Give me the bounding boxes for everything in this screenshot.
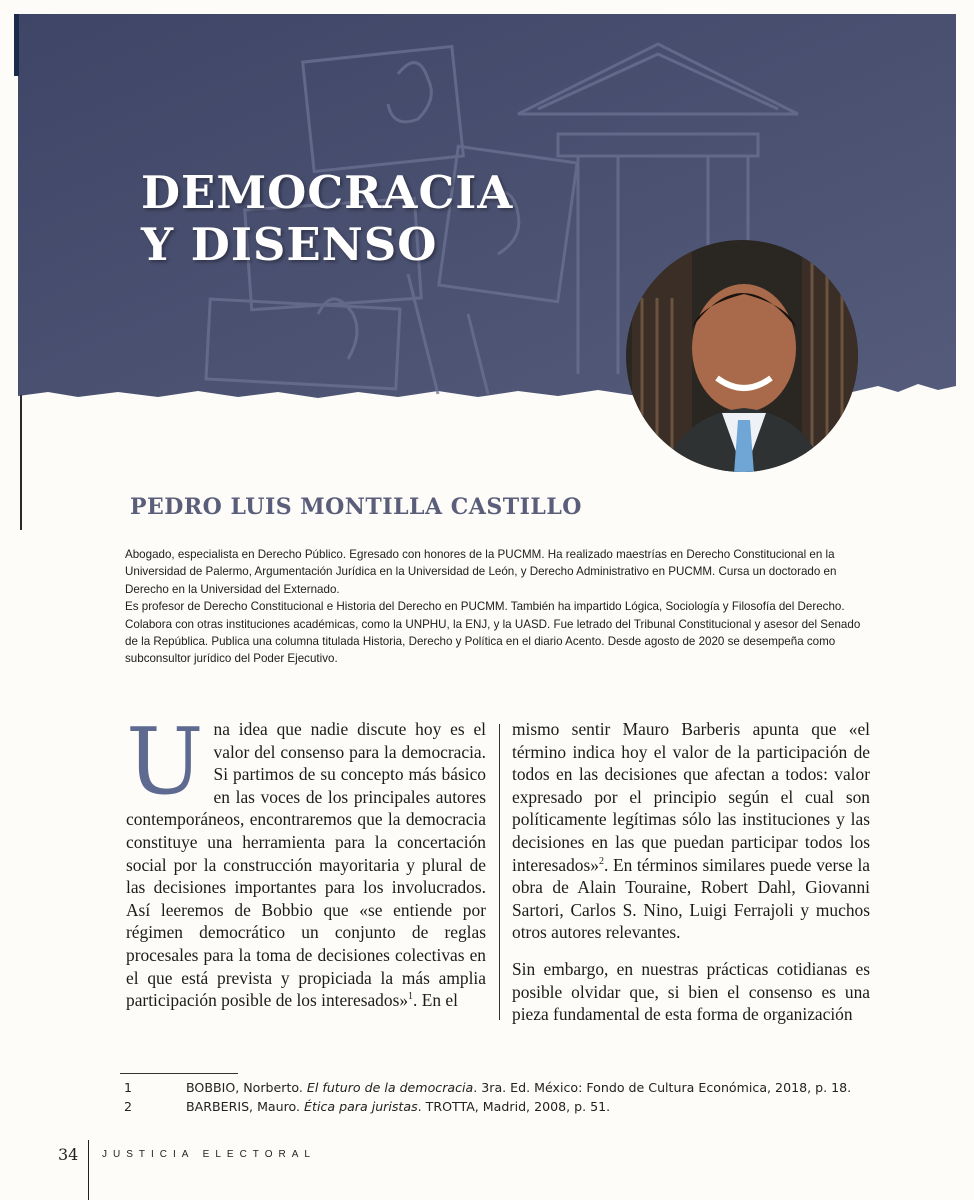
body-column-left <box>126 708 486 1012</box>
footer-rule <box>88 1140 89 1200</box>
footnote-author: BARBERIS, Mauro. <box>186 1099 301 1114</box>
author-portrait <box>622 238 862 474</box>
margin-rule <box>20 395 22 530</box>
footnote-number: 1 <box>124 1080 133 1095</box>
author-bio <box>125 546 871 668</box>
footnote-work: El futuro de la democracia <box>306 1080 474 1095</box>
title-line-1: DEMOCRACIA <box>141 166 514 219</box>
page-number: 34 <box>58 1145 79 1164</box>
footnotes <box>124 1078 884 1116</box>
body-paragraph <box>126 708 486 1012</box>
journal-name: JUSTICIA ELECTORAL <box>102 1149 316 1160</box>
bio-paragraph: Es profesor de Derecho Constitucional e Historia del Derecho en PUCMM. También ha impartido Lógica, Sociología y Filosofía del Derecho. Colabora con otras instituciones académicas, como la UNPHU, la ENJ, y la UASD. Fue letrado del Tribunal Constitucional y asesor del Senado de la República. Publica una columna titulada Historia, Derecho y Política en el diario Acento. Desde agosto de 2020 se desempeña como subconsultor jurídico del Poder Ejecutivo. <box>125 600 861 666</box>
footnote-rule <box>120 1073 238 1074</box>
column-divider <box>499 724 500 1020</box>
body-paragraph <box>512 718 870 944</box>
footnote-rest: . 3ra. Ed. México: Fondo de Cultura Económica, 2018, p. 18. <box>473 1080 852 1095</box>
bio-paragraph: Abogado, especialista en Derecho Público. Egresado con honores de la PUCMM. Ha realizado maestrías en Derecho Constitucional en la Universidad de Palermo, Argumentación Jurídica en la Universidad de León, y Derecho Administrativo en PUCMM. Cursa un doctorado en Derecho en la Universidad del Externado. <box>125 548 837 596</box>
footnote-number: 2 <box>124 1099 133 1114</box>
footnote-author: BOBBIO, Norberto. <box>186 1080 303 1095</box>
footnote-ref: 1 <box>408 991 414 1003</box>
body-text: . En el <box>413 990 458 1011</box>
body-text: na idea que nadie discute hoy es el valor del consenso para la democracia. Si partimos de su concepto más básico en las voces de los principales autores contemporáneos, encontraremos que la democracia constituye una herramienta para la concertación social por la construcción mayoritaria y plural de las decisiones importantes para los involucrados. Así leeremos de Bobbio que «se entiende por régimen democrático un conjunto de reglas procesales para la toma de decisiones colectivas en el que está prevista y propiciada la más amplia participación posible de los interesados» <box>126 719 486 1011</box>
footnote-rest: . TROTTA, Madrid, 2008, p. 51. <box>417 1099 611 1114</box>
footnote-work: Ética para juristas <box>304 1099 418 1114</box>
accent-bar <box>14 14 19 76</box>
article-title <box>141 167 513 271</box>
drop-cap: U <box>126 708 204 815</box>
body-text: . En términos similares puede verse la obra de Alain Touraine, Robert Dahl, Giovanni Sartori, Carlos S. Nino, Luigi Ferrajoli y muchos otros autores relevantes. <box>512 854 870 943</box>
footnote <box>124 1097 884 1116</box>
body-text: mismo sentir Mauro Barberis apunta que «el término indica hoy el valor de la participación de todos en las decisiones que afectan a todos: valor expresado por el principio según el cual son políticamente legítimas sólo las instituciones y las decisiones en las que puedan participar todos los interesados» <box>512 719 870 875</box>
body-paragraph: Sin embargo, en nuestras prácticas cotidianas es posible olvidar que, si bien el consenso es una pieza fundamental de esta forma de organización <box>512 958 870 1025</box>
body-column-right <box>512 718 870 1026</box>
footnote-ref: 2 <box>598 855 604 867</box>
title-line-2: Y DISENSO <box>141 218 438 271</box>
author-name: PEDRO LUIS MONTILLA CASTILLO <box>130 494 582 520</box>
footnote <box>124 1078 884 1097</box>
